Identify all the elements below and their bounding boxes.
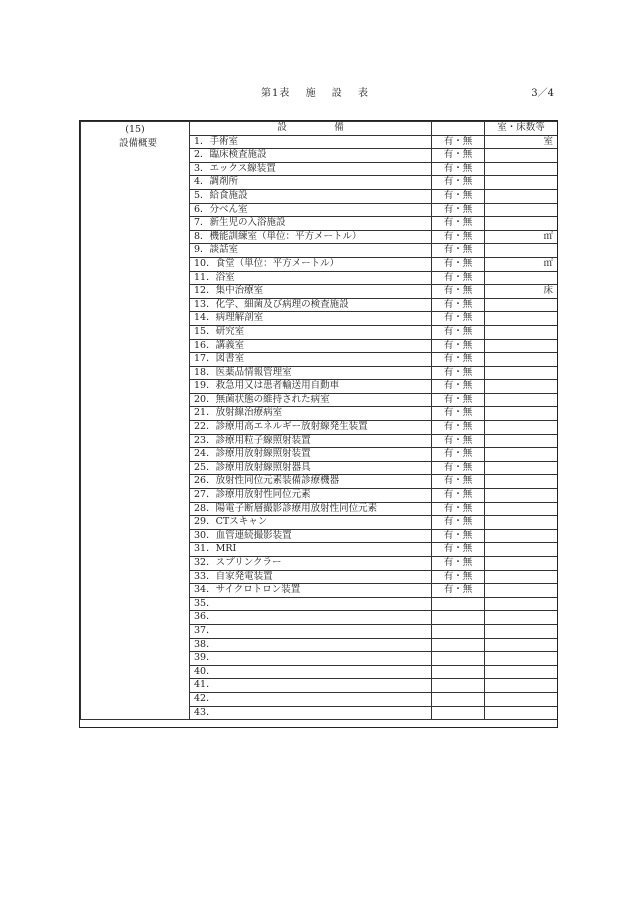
availability-cell [432, 679, 485, 693]
availability-cell [432, 611, 485, 625]
availability-cell: 有・無 [432, 271, 485, 285]
equipment-name: 43． [190, 706, 432, 720]
count-cell [485, 189, 558, 203]
availability-cell [432, 597, 485, 611]
availability-cell: 有・無 [432, 584, 485, 598]
availability-cell: 有・無 [432, 489, 485, 503]
page-number: 3／4 [531, 88, 554, 99]
availability-cell: 有・無 [432, 203, 485, 217]
availability-cell: 有・無 [432, 407, 485, 421]
equipment-name: 25．診療用放射線照射器具 [190, 461, 432, 475]
availability-cell [432, 624, 485, 638]
count-cell [485, 217, 558, 231]
equipment-name: 7．新生児の入浴施設 [190, 217, 432, 231]
equipment-name: 17．図書室 [190, 353, 432, 367]
count-cell [485, 353, 558, 367]
section-cell [81, 122, 190, 720]
equipment-name: 41． [190, 679, 432, 693]
availability-cell: 有・無 [432, 176, 485, 190]
availability-cell: 有・無 [432, 312, 485, 326]
availability-cell: 有・無 [432, 149, 485, 163]
count-cell: ㎡ [485, 230, 558, 244]
count-cell [485, 298, 558, 312]
count-cell [485, 203, 558, 217]
count-cell [485, 584, 558, 598]
equipment-name: 23．診療用粒子線照射装置 [190, 434, 432, 448]
section-number: (15) [125, 124, 145, 135]
count-cell [485, 557, 558, 571]
availability-cell: 有・無 [432, 475, 485, 489]
equipment-name: 21．放射線治療病室 [190, 407, 432, 421]
count-cell [485, 366, 558, 380]
count-cell [485, 570, 558, 584]
availability-cell: 有・無 [432, 434, 485, 448]
count-cell [485, 393, 558, 407]
equipment-name: 31．MRI [190, 543, 432, 557]
equipment-name: 38． [190, 638, 432, 652]
count-cell: 室 [485, 135, 558, 149]
availability-cell: 有・無 [432, 529, 485, 543]
column-header-availability [432, 122, 485, 136]
availability-cell: 有・無 [432, 448, 485, 462]
count-cell [485, 162, 558, 176]
equipment-name: 35． [190, 597, 432, 611]
count-cell [485, 543, 558, 557]
availability-cell: 有・無 [432, 421, 485, 435]
availability-cell: 有・無 [432, 502, 485, 516]
availability-cell: 有・無 [432, 516, 485, 530]
equipment-name: 3．エックス線装置 [190, 162, 432, 176]
availability-cell: 有・無 [432, 353, 485, 367]
count-cell [485, 665, 558, 679]
count-cell [485, 706, 558, 720]
availability-cell: 有・無 [432, 570, 485, 584]
table-title: 第1表 施 設 表 [261, 88, 369, 99]
count-cell [485, 679, 558, 693]
count-cell [485, 489, 558, 503]
equipment-name: 11．浴室 [190, 271, 432, 285]
availability-cell: 有・無 [432, 135, 485, 149]
availability-cell [432, 652, 485, 666]
count-cell: 床 [485, 285, 558, 299]
count-cell [485, 475, 558, 489]
equipment-name: 1．手術室 [190, 135, 432, 149]
count-cell [485, 339, 558, 353]
equipment-name: 2．臨床検査施設 [190, 149, 432, 163]
equipment-name: 37． [190, 624, 432, 638]
equipment-name: 27．診療用放射性同位元素 [190, 489, 432, 503]
count-cell [485, 312, 558, 326]
count-cell [485, 176, 558, 190]
count-cell [485, 692, 558, 706]
count-cell [485, 407, 558, 421]
equipment-name: 28．陽電子断層撮影診療用放射性同位元素 [190, 502, 432, 516]
count-cell [485, 461, 558, 475]
count-cell [485, 516, 558, 530]
equipment-name: 40． [190, 665, 432, 679]
equipment-name: 12．集中治療室 [190, 285, 432, 299]
equipment-name: 16．講義室 [190, 339, 432, 353]
availability-cell: 有・無 [432, 557, 485, 571]
availability-cell: 有・無 [432, 298, 485, 312]
count-cell [485, 611, 558, 625]
column-header-count: 室・床数等 [485, 122, 558, 136]
equipment-name: 8．機能訓練室（単位：平方メートル） [190, 230, 432, 244]
equipment-name: 42． [190, 692, 432, 706]
equipment-name: 20．無菌状態の維持された病室 [190, 393, 432, 407]
equipment-name: 26．放射性同位元素装備診療機器 [190, 475, 432, 489]
equipment-name: 33．自家発電装置 [190, 570, 432, 584]
equipment-name: 18．医薬品情報管理室 [190, 366, 432, 380]
facility-table-body [81, 122, 558, 720]
equipment-name: 29．CTスキャン [190, 516, 432, 530]
availability-cell [432, 665, 485, 679]
availability-cell: 有・無 [432, 366, 485, 380]
equipment-name: 4．調剤所 [190, 176, 432, 190]
availability-cell: 有・無 [432, 162, 485, 176]
section-label: 設備概要 [118, 138, 157, 149]
availability-cell [432, 692, 485, 706]
equipment-name: 13．化学、細菌及び病理の検査施設 [190, 298, 432, 312]
equipment-name: 24．診療用放射線照射装置 [190, 448, 432, 462]
availability-cell: 有・無 [432, 380, 485, 394]
equipment-name: 10．食堂（単位：平方メートル） [190, 257, 432, 271]
availability-cell [432, 706, 485, 720]
count-cell [485, 271, 558, 285]
equipment-name: 39． [190, 652, 432, 666]
equipment-name: 9．談話室 [190, 244, 432, 258]
availability-cell: 有・無 [432, 244, 485, 258]
availability-cell: 有・無 [432, 230, 485, 244]
count-cell [485, 502, 558, 516]
table-header-row [81, 122, 558, 136]
count-cell [485, 652, 558, 666]
equipment-name: 14．病理解剖室 [190, 312, 432, 326]
equipment-name: 22．診療用高エネルギー放射線発生装置 [190, 421, 432, 435]
availability-cell: 有・無 [432, 543, 485, 557]
equipment-name: 5．給食施設 [190, 189, 432, 203]
count-cell [485, 325, 558, 339]
count-cell [485, 624, 558, 638]
availability-cell [432, 638, 485, 652]
count-cell [485, 149, 558, 163]
equipment-name: 6．分べん室 [190, 203, 432, 217]
column-header-equipment: 設 備 [190, 122, 432, 136]
availability-cell: 有・無 [432, 285, 485, 299]
availability-cell: 有・無 [432, 393, 485, 407]
equipment-name: 34．サイクロトロン装置 [190, 584, 432, 598]
count-cell [485, 529, 558, 543]
count-cell [485, 380, 558, 394]
equipment-name: 30．血管連続撮影装置 [190, 529, 432, 543]
equipment-name: 15．研究室 [190, 325, 432, 339]
equipment-name: 32．スプリンクラー [190, 557, 432, 571]
count-cell [485, 597, 558, 611]
availability-cell: 有・無 [432, 257, 485, 271]
availability-cell: 有・無 [432, 189, 485, 203]
equipment-name: 19．救急用又は患者輸送用自動車 [190, 380, 432, 394]
availability-cell: 有・無 [432, 461, 485, 475]
count-cell [485, 448, 558, 462]
count-cell: ㎡ [485, 257, 558, 271]
count-cell [485, 244, 558, 258]
count-cell [485, 638, 558, 652]
facility-table [80, 121, 558, 720]
availability-cell: 有・無 [432, 339, 485, 353]
count-cell [485, 421, 558, 435]
equipment-name: 36． [190, 611, 432, 625]
availability-cell: 有・無 [432, 325, 485, 339]
availability-cell: 有・無 [432, 217, 485, 231]
count-cell [485, 434, 558, 448]
